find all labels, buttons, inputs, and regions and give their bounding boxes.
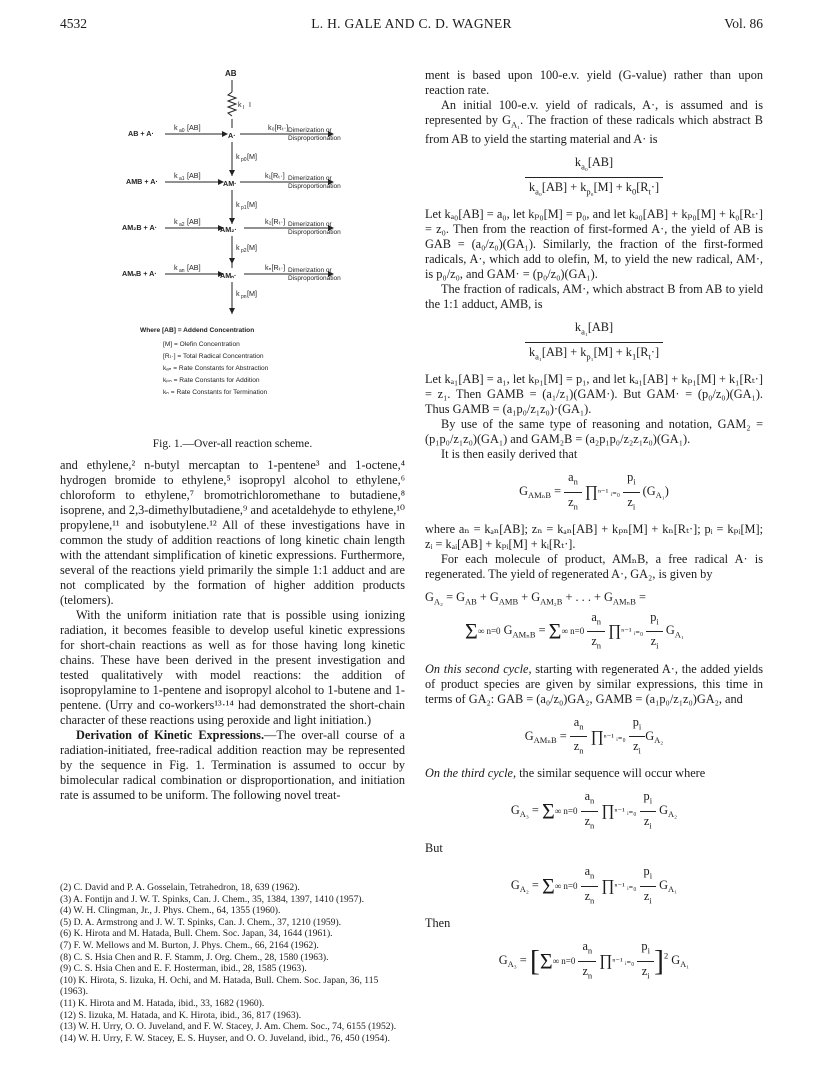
svg-text:k: k <box>236 200 240 209</box>
svg-text:Dimerization or: Dimerization or <box>288 267 332 274</box>
svg-text:Dimerization or: Dimerization or <box>288 221 332 228</box>
reference-item: (11) K. Hirota and M. Hatada, ibid., 33, 1682 (1960). <box>60 997 265 1009</box>
left-paragraph-1: and ethylene,² n-butyl mercaptan to 1-pentene³ and 1-octene,⁴ hydrogen bromide to ethylene,⁵ isopropyl alcohol to ethylene,⁶ chloroform to ethylene,⁷ bromotrichloromethane to butadiene,⁸ isoprene, and 2,3-dimethylbutadiene,⁹ and acetaldehyde to ethylene,¹⁰ propylene,¹¹ and isobutylene.¹² All of these investigations have in common the study of addition reactions of long kinetic chain length with the attendant simplification of kinetic expressions. Furthermore, several of the reactions yield primarily the simple 1:1 adduct and are not complicated by the formation of higher addition products (telomers). <box>60 458 405 607</box>
svg-text:I: I <box>249 102 251 109</box>
volume-label: Vol. 86 <box>724 16 763 31</box>
svg-text:k₁[Rₜ·]: k₁[Rₜ·] <box>265 171 285 180</box>
svg-text:AMₙB + A·: AMₙB + A· <box>122 269 157 278</box>
svg-text:[M]: [M] <box>247 152 257 161</box>
svg-text:a2: a2 <box>179 222 185 228</box>
svg-text:pn: pn <box>241 294 247 300</box>
right-paragraph-8: For each molecule of product, AMₙB, a free radical A· is regenerated. The yield of regenerated A·, GA₂, is given by <box>425 552 763 582</box>
svg-text:[AB]: [AB] <box>187 263 201 272</box>
figure-caption: Fig. 1.—Over-all reaction scheme. <box>152 438 313 450</box>
reference-item: (6) K. Hirota and M. Hatada, Bull. Chem. Soc. Japan, 34, 1644 (1961). <box>60 928 333 940</box>
svg-text:AB + A·: AB + A· <box>128 129 154 138</box>
svg-text:k₂[Rₜ·]: k₂[Rₜ·] <box>265 217 286 226</box>
reaction-scheme-diagram <box>60 64 405 434</box>
scheme-legend <box>140 327 269 396</box>
equation-gamnb: $G_{AM_nB}$ = $\frac{a_n}{z_n}$ ∏ⁿ⁻¹ ᵢ₌₀ $\frac{p_i}{z_i}$ $(G_{A_1})$ <box>519 470 669 512</box>
svg-text:kₙ[Rₜ·]: kₙ[Rₜ·] <box>265 263 286 272</box>
equation-fraction-a0: $\frac{k_{a_0}[AB]}{k_{a_0}[AB] + k_{p_0}[M] + k_0[R_t\cdot]}$ <box>425 155 763 199</box>
svg-text:p1: p1 <box>241 205 247 211</box>
scheme-row-0 <box>128 123 341 142</box>
svg-text:AM₂·: AM₂· <box>220 225 237 234</box>
legend-title: Where [AB] = Addend Concentration <box>140 327 255 334</box>
svg-text:a0: a0 <box>179 128 185 134</box>
svg-text:Disproportionation: Disproportionation <box>288 229 341 236</box>
reference-item: (7) F. W. Mellows and M. Burton, J. Phys. Chem., 66, 2164 (1962). <box>60 939 319 951</box>
svg-text:kₙ = Rate Constants for Term: kₙ = Rate Constants for Termination <box>163 389 268 396</box>
equation-gamnb-ga2: $G_{AM_nB}$ = $\frac{a_n}{z_n}$ ∏ⁿ⁻¹ ᵢ₌₀ $\frac{p_i}{z_i}$ $G_{A_2}$ <box>524 714 664 756</box>
svg-text:[M] = Olefin Concentration: [M] = Olefin Concentration <box>163 341 240 348</box>
right-paragraph-3: The fraction of radicals, AM·, which abstract B from AB to yield the 1:1 adduct, AMB, is <box>425 282 763 312</box>
equation-ga3-final: $G_{A_3} = [\Sigma\infty$ n=0 $\frac{a_n}{z_n}$ ∏ⁿ⁻¹ ᵢ₌₀ $\frac{p_i}{z_i}$ ]$^2$ $G_{A_1}$ <box>498 939 690 981</box>
reference-item: (13) W. H. Urry, O. O. Juveland, and F. W. Stacey, J. Am. Chem. Soc., 74, 6155 (1952). <box>60 1021 397 1033</box>
svg-text:k: k <box>236 152 240 161</box>
svg-text:[Rₜ·] = Total Radical Concentr: [Rₜ·] = Total Radical Concentration <box>163 353 264 360</box>
then-label: Then <box>425 916 451 931</box>
reference-item: (5) D. A. Armstrong and J. W. T. Spinks, Can. J. Chem., 37, 1210 (1959). <box>60 916 342 928</box>
svg-text:[AB]: [AB] <box>187 123 201 132</box>
svg-text:p0: p0 <box>241 157 247 163</box>
svg-text:kₚₙ = Rate Constants for Addi: kₚₙ = Rate Constants for Addition <box>163 377 260 384</box>
svg-text:k: k <box>174 217 178 226</box>
svg-text:AM₂B + A·: AM₂B + A· <box>122 223 158 232</box>
svg-text:[M]: [M] <box>247 243 257 252</box>
right-paragraph-10: On the third cycle, the similar sequence will occur where <box>425 766 706 781</box>
right-paragraph-4: Let kₐ₁[AB] = a₁, let kₚ₁[M] = p₁, and let kₐ₁[AB] + kₚ₁[M] + k₁[Rₜ·] = z₁. Then GAMB = (a₁/z₁)(GAM·). But GAM· = (p₀/z₀)(GA₁). Thus GAMB = (a₁p₀/z₁z₀)·(GA₁). <box>425 372 763 417</box>
page-number: 4532 <box>60 16 87 31</box>
svg-text:[M]: [M] <box>247 289 257 298</box>
right-paragraph-2: Let kₐ₀[AB] = a₀, let kₚ₀[M] = p₀, and let kₐ₀[AB] + kₚ₀[M] + k₀[Rₜ·] = z₀. Then from the reaction of first-formed A·, the yield of AB is GAB = (a₀/z₀)(GA₁). Similarly, the fraction of the first-formed radicals, A·, which add to olefin, M, to yield the new radical, AM·, is p₀/z₀, and GAM· = (p₀/z₀)(GA₁). <box>425 207 763 282</box>
right-paragraph-0: ment is based upon 100-e.v. yield (G-value) rather than upon reaction rate. <box>425 68 763 97</box>
svg-text:Dimerization or: Dimerization or <box>288 175 332 182</box>
scheme-row-1 <box>126 171 341 190</box>
right-paragraph-1: An initial 100-e.v. yield of radicals, A·, is assumed and is represented by $G_{A_1}$. The fraction of these radicals which abstract B from AB to yield the starting material and A· is <box>425 98 763 147</box>
right-paragraph-9: On this second cycle, starting with regenerated A·, the added yields of product species are given by similar expressions, this time in terms of GA₂: GAB = (a₀/z₀)GA₂, GAMB = (a₁p₀/z₁z₀)GA₂, and <box>425 661 763 706</box>
svg-text:Disproportionation: Disproportionation <box>288 135 341 142</box>
svg-text:k: k <box>174 171 178 180</box>
svg-text:Disproportionation: Disproportionation <box>288 275 341 282</box>
svg-text:k: k <box>236 243 240 252</box>
equation-ga2: $G_{A_2} = G_{AB} + G_{AMB} + G_{AM_2B}$ + . . . + $G_{AM_nB}$ = Σ∞ n=0 $G_{AM_nB} = \Sigma\infty$ n=0 $\frac{a_n}{z_n}$ ∏ⁿ⁻¹ ᵢ₌₀ $\frac{p_i}{z_i}$ $G_{A_1}$ <box>425 590 684 651</box>
svg-text:p2: p2 <box>241 248 247 254</box>
svg-text:Dimerization or: Dimerization or <box>288 127 332 134</box>
svg-text:k₀[Rₜ·]: k₀[Rₜ·] <box>268 123 289 132</box>
svg-text:AM·: AM· <box>223 179 237 188</box>
running-authors: L. H. GALE AND C. D. WAGNER <box>311 16 512 31</box>
reaction-scheme-figure <box>60 64 405 454</box>
reference-item: (8) C. S. Hsia Chen and R. F. Stamm, J. Org. Chem., 28, 1580 (1963). <box>60 951 329 963</box>
svg-text:[AB]: [AB] <box>187 171 201 180</box>
svg-text:AMB + A·: AMB + A· <box>126 177 158 186</box>
svg-text:AMₙ·: AMₙ· <box>220 271 237 280</box>
references-list <box>60 882 405 1044</box>
svg-text:k: k <box>174 123 178 132</box>
reference-item: (12) S. Iizuka, M. Hatada, and K. Hirota, ibid., 36, 817 (1963). <box>60 1009 302 1021</box>
section-heading: Derivation of Kinetic Expressions. <box>76 728 265 742</box>
but-label: But <box>425 841 443 856</box>
svg-text:k: k <box>174 263 178 272</box>
svg-text:[AB]: [AB] <box>187 217 201 226</box>
reference-item: (2) C. David and P. A. Gosselain, Tetrahedron, 18, 639 (1962). <box>60 882 300 893</box>
equation-ga3-a: $G_{A_3} = \Sigma\infty$ n=0 $\frac{a_n}{z_n}$ ∏ⁿ⁻¹ ᵢ₌₀ $\frac{p_i}{z_i}$ $G_{A_2}$ <box>510 789 678 831</box>
svg-text:kₐₙ = Rate Constants for Abst: kₐₙ = Rate Constants for Abstraction <box>163 365 269 372</box>
svg-text:I: I <box>243 105 245 111</box>
equation-ga2-b: $G_{A_2} = \Sigma\infty$ n=0 $\frac{a_n}{z_n}$ ∏ⁿ⁻¹ ᵢ₌₀ $\frac{p_i}{z_i}$ $G_{A_1}$ <box>510 864 678 906</box>
svg-text:an: an <box>179 268 185 274</box>
ab-top-label: AB <box>225 69 237 78</box>
left-column <box>60 458 405 803</box>
right-column <box>425 68 763 991</box>
reference-item: (4) W. H. Clingman, Jr., J. Phys. Chem., 64, 1355 (1960). <box>60 905 281 917</box>
left-paragraph-2: With the uniform initiation rate that is possible using ionizing radiation, it becomes feasible to develop useful kinetic expressions for short-chain reactions as well as for those having long kinetic chains. These have been derived in the present investigation and tested qualitatively with model reactions: the addition of isopropylamine to 1-pentene and isopropyl alcohol to 1-butene and 1-pentene. (Urry and co-workers¹³·¹⁴ had demonstrated the short-chain character of these reactions using peroxide and light initiation.) <box>60 608 405 727</box>
right-paragraph-6: It is then easily derived that <box>441 447 578 462</box>
svg-text:a1: a1 <box>179 176 185 182</box>
svg-text:A·: A· <box>228 131 236 140</box>
svg-text:Disproportionation: Disproportionation <box>288 183 341 190</box>
equation-fraction-a1: $\frac{k_{a_1}[AB]}{k_{a_1}[AB] + k_{p_1}[M] + k_1[R_t\cdot]}$ <box>425 320 763 364</box>
svg-text:k: k <box>238 102 242 109</box>
svg-text:k: k <box>236 289 240 298</box>
reference-item: (9) C. S. Hsia Chen and E. F. Hosterman, ibid., 28, 1585 (1963). <box>60 963 307 975</box>
left-paragraph-3: Derivation of Kinetic Expressions.—The over-all course of a radiation-initiated, free-radical addition reaction may be represented by the sequence in Fig. 1. Termination is assumed to occur by bimolecular radical combination or disproportionation, and initiation rate is assumed to be uniform. The following novel treat- <box>60 728 405 802</box>
svg-text:[M]: [M] <box>247 200 257 209</box>
right-paragraph-5: By use of the same type of reasoning and notation, GAM₂ = (p₁p₀/z₁z₀)(GA₁) and GAM₂B = (a₂p₁p₀/z₂z₁z₀)(GA₁). <box>425 417 763 447</box>
reference-item: (3) A. Fontijn and J. W. T. Spinks, Can. J. Chem., 35, 1384, 1397, 1410 (1957). <box>60 893 364 905</box>
reference-item: (14) W. H. Urry, F. W. Stacey, E. S. Huyser, and O. O. Juveland, ibid., 76, 450 (1954). <box>60 1032 390 1044</box>
running-header <box>60 16 763 34</box>
right-paragraph-7: where aₙ = kₐₙ[AB]; zₙ = kₐₙ[AB] + kₚₙ[M] + kₙ[Rₜ·]; pᵢ = kₚᵢ[M]; zᵢ = kₐᵢ[AB] + kₚᵢ[M] + kᵢ[Rₜ·]. <box>425 522 763 552</box>
reference-item: (10) K. Hirota, S. Iizuka, H. Ochi, and M. Hatada, Bull. Chem. Soc. Japan, 36, 115 (1963). <box>60 974 379 998</box>
